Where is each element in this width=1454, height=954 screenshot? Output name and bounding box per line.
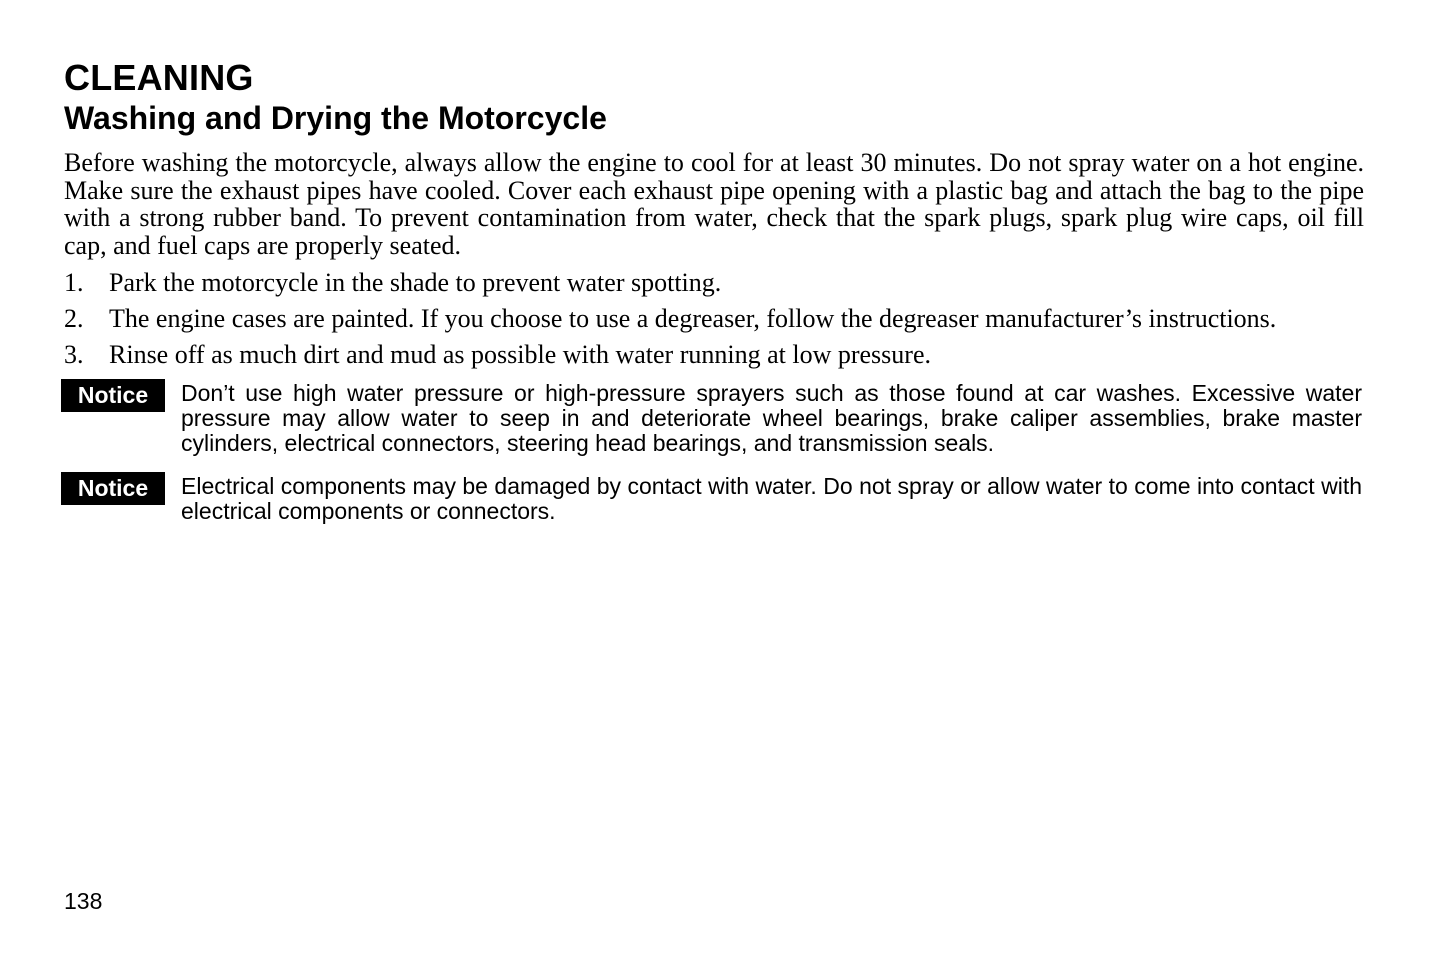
section-title: CLEANING <box>64 57 254 98</box>
step-number: 1. <box>64 268 84 297</box>
step-number: 3. <box>64 340 84 369</box>
list-item <box>64 305 1364 333</box>
step-text: Park the motorcycle in the shade to prevent water spotting. <box>109 268 722 297</box>
intro-paragraph: Before washing the motorcycle, always allow the engine to cool for at least 30 minutes. Do not spray water on a hot engine. Make sure the exhaust pipes have cooled. Cover each exhaust pipe opening with a plastic bag and attach the bag to the pipe with a strong rubber band. To prevent contamination from water, check that the spark plugs, spark plug wire caps, oil fill cap, and fuel caps are properly seated. <box>64 148 1364 260</box>
step-text: The engine cases are painted. If you choose to use a degreaser, follow the degreaser manufacturer’s instructions. <box>109 304 1277 333</box>
list-item <box>64 341 1364 369</box>
page-number: 138 <box>64 888 103 914</box>
notice-text: Electrical components may be damaged by contact with water. Do not spray or allow water to come into contact with electrical components or connectors. <box>181 473 1362 524</box>
step-number: 2. <box>64 304 84 333</box>
notice-badge: Notice <box>61 379 165 412</box>
list-item <box>64 269 1364 297</box>
manual-page <box>64 58 1364 524</box>
notice-badge: Notice <box>61 472 165 505</box>
step-text: Rinse off as much dirt and mud as possible with water running at low pressure. <box>109 340 931 369</box>
notice-block <box>64 474 1364 524</box>
notice-text: Don’t use high water pressure or high-pressure sprayers such as those found at car washes. Excessive water pressure may allow water to seep in and deteriorate wheel bearings, brake caliper assemblies, brake master cylinders, electrical connectors, steering head bearings, and transmission seals. <box>181 380 1362 456</box>
washing-steps-list <box>64 269 1364 369</box>
subsection-title: Washing and Drying the Motorcycle <box>64 100 607 136</box>
notice-block <box>64 381 1364 456</box>
